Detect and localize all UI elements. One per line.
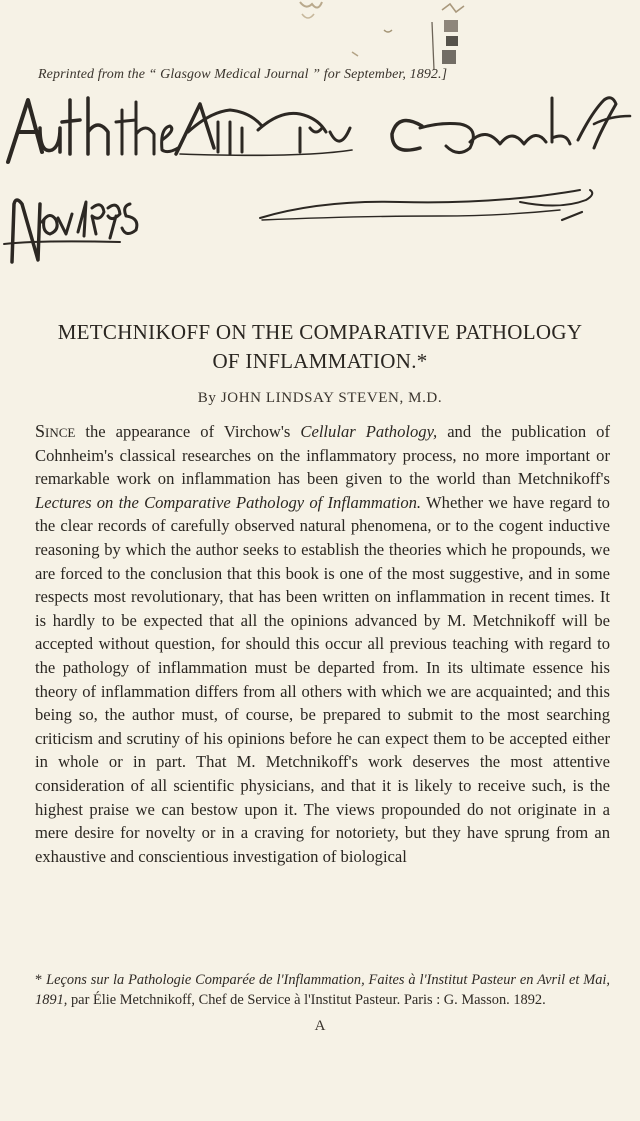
title-line-1: METCHNIKOFF ON THE COMPARATIVE PATHOLOGY xyxy=(57,320,583,344)
handwritten-inscription xyxy=(0,92,640,277)
footnote-text: par Élie Metchnikoff, Chef de Service à l'Institut Pasteur. Paris : G. Masson. 1892. xyxy=(67,991,546,1008)
article-title xyxy=(0,318,640,376)
paragraph-text: the appearance of Virchow's xyxy=(75,422,301,441)
footnote-marker: * xyxy=(35,972,47,988)
reprint-suffix: for September, 1892.] xyxy=(323,67,448,82)
paragraph-text: and the publication of Cohnheim's classical researches on the inflammatory process, no more important or remarkable work on inflammation has been given to the world than Metchnikoff's xyxy=(35,422,610,489)
footnote-title: Leçons sur la Pathologie Comparée de l'Inflammation, Faites à l'Institut Pasteur en Avril et Mai, 1891, xyxy=(35,972,610,1008)
paragraph xyxy=(35,420,610,868)
footnote xyxy=(35,971,610,1010)
title-line-2: OF INFLAMMATION.* xyxy=(212,349,428,373)
signature-mark: A xyxy=(314,1018,326,1034)
journal-name: “ Glasgow Medical Journal ” xyxy=(148,67,321,82)
book-title: Lectures on the Comparative Pathology of Inflammation. xyxy=(35,492,422,512)
paragraph-text: Whether we have regard to the clear records of carefully observed natural phenomena, or to the cogent inductive reasoning by which the author seeks to establish the theories which he propounds, we are forced to the conclusion that this book is one of the most suggestive, and in some respects most revolutionary, that has been written on inflammation in recent times. It is hardly to be expected that all the opinions advanced by M. Metchnikoff will be accepted without question, for should this occur all previous teaching with regard to the pathology of inflammation must be departed from. In its ultimate essence his theory of inflammation differs from all others with which we are acquainted; and this being so, the author must, of course, be prepared to submit to the most searching criticism and scrutiny of his opinions before he can expect them to be accepted either in whole or in part. That M. Metchnikoff's work deserves the most attentive consideration of all scientific physicians, and that it is likely to receive such, is the highest praise we can bestow upon it. The views propounded do not originate in a mere desire for novelty or in a craving for notoriety, but they have sprung from an exhaustive and conscientious investigation of biological xyxy=(35,492,610,866)
opening-word: Since xyxy=(35,421,76,441)
reprint-prefix: Reprinted from the xyxy=(38,67,146,82)
byline: By JOHN LINDSAY STEVEN, M.D. xyxy=(197,390,443,406)
reprint-notice xyxy=(38,67,598,83)
article-body xyxy=(35,420,610,868)
book-title: Cellular Pathology, xyxy=(300,422,438,441)
